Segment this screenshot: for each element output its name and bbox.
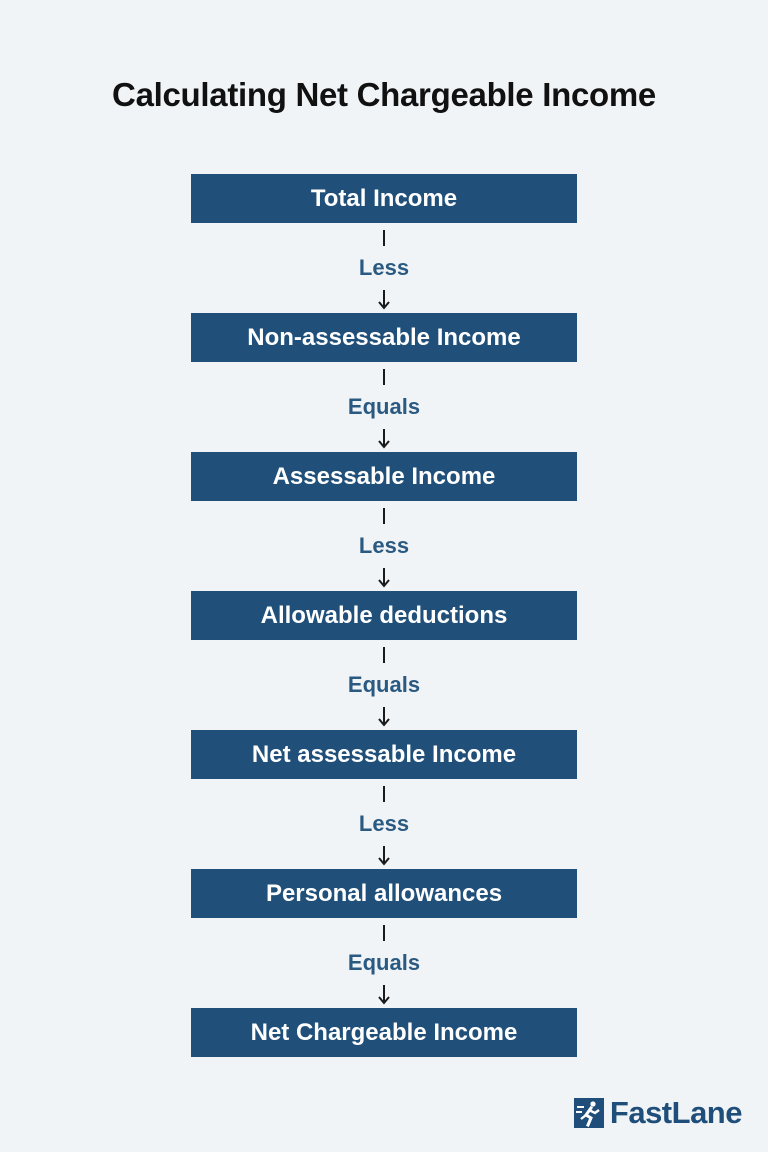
connector-line <box>383 369 385 385</box>
step-box-allowable-deductions: Allowable deductions <box>191 591 577 640</box>
connector-line <box>383 508 385 524</box>
diagram-title: Calculating Net Chargeable Income <box>112 76 656 113</box>
fastlane-logo <box>574 1095 742 1131</box>
connector-1 <box>191 223 577 313</box>
down-arrow-icon <box>377 429 391 449</box>
down-arrow-icon <box>377 707 391 727</box>
connector-5 <box>191 779 577 869</box>
connector-3 <box>191 501 577 591</box>
step-box-net-assessable-income: Net assessable Income <box>191 730 577 779</box>
fastlane-logo-text: FastLane <box>609 1095 742 1130</box>
connector-line <box>383 647 385 663</box>
connector-label: Less <box>358 255 410 280</box>
fastlane-logo-icon <box>574 1098 604 1128</box>
step-box-non-assessable-income: Non-assessable Income <box>191 313 577 362</box>
down-arrow-icon <box>377 290 391 310</box>
connector-label: Equals <box>347 672 421 697</box>
step-box-net-chargeable-income: Net Chargeable Income <box>191 1008 577 1057</box>
connector-6 <box>191 918 577 1008</box>
step-box-personal-allowances: Personal allowances <box>191 869 577 918</box>
down-arrow-icon <box>377 985 391 1005</box>
down-arrow-icon <box>377 846 391 866</box>
connector-4 <box>191 640 577 730</box>
connector-label: Less <box>358 533 410 558</box>
connector-label: Equals <box>347 394 421 419</box>
connector-line <box>383 925 385 941</box>
flowchart <box>191 174 577 1057</box>
connector-line <box>383 786 385 802</box>
connector-2 <box>191 362 577 452</box>
connector-label: Less <box>358 811 410 836</box>
step-box-total-income: Total Income <box>191 174 577 223</box>
connector-label: Equals <box>347 950 421 975</box>
down-arrow-icon <box>377 568 391 588</box>
step-box-assessable-income: Assessable Income <box>191 452 577 501</box>
connector-line <box>383 230 385 246</box>
